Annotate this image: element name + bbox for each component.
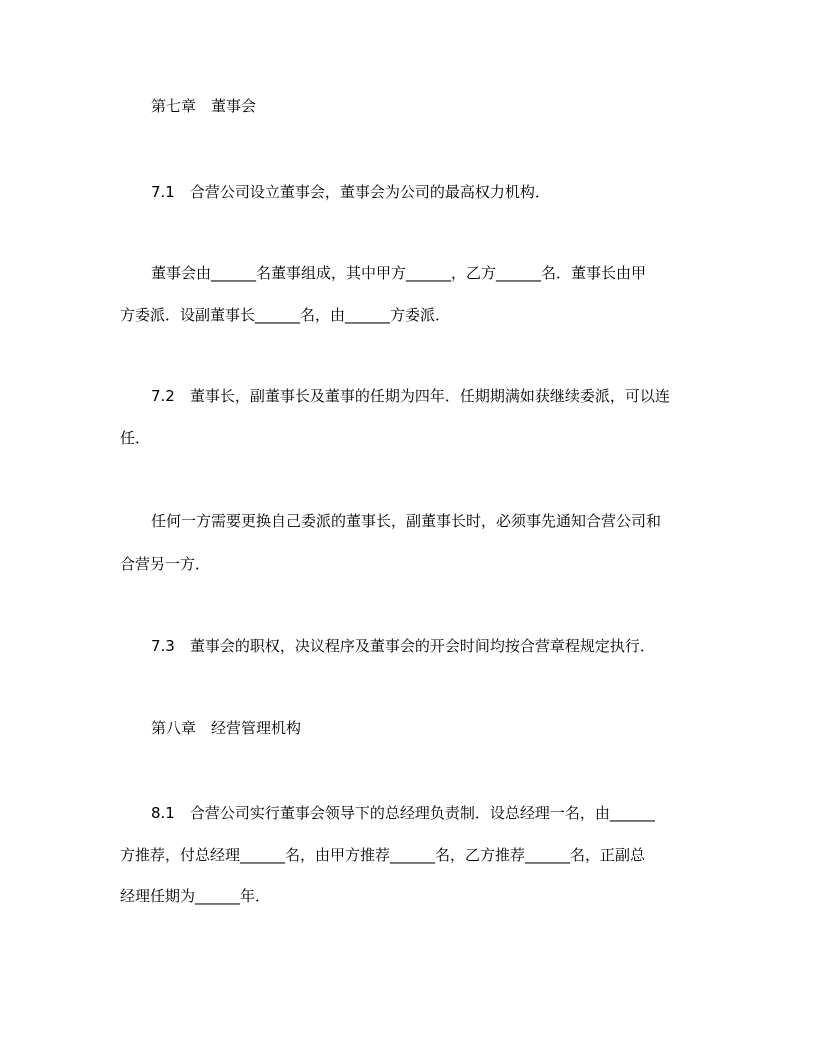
replacement-notice-line-1: 任何一方需要更换自己委派的董事长，副董事长时，必须事先通知合营公司和 xyxy=(151,512,662,530)
clause-8-1-line-3: 经理任期为______年． xyxy=(120,887,271,905)
chapter-7-heading: 第七章 董事会 xyxy=(151,97,257,115)
chapter-8-heading: 第八章 经营管理机构 xyxy=(151,719,302,737)
clause-7-3: 7.3 董事会的职权，决议程序及董事会的开会时间均按合营章程规定执行． xyxy=(151,637,655,655)
clause-8-1-line-2: 方推荐，付总经理______名，由甲方推荐______名，乙方推荐______名，正副总 xyxy=(120,846,646,864)
replacement-notice-line-2: 合营另一方． xyxy=(120,555,211,573)
board-composition-line-2: 方委派．设副董事长______名，由______方委派． xyxy=(120,306,451,324)
clause-7-1: 7.1 合营公司设立董事会，董事会为公司的最高权力机构． xyxy=(151,183,550,201)
clause-7-2-line-1: 7.2 董事长，副董事长及董事的任期为四年．任期期满如获继续委派，可以连 xyxy=(151,387,670,405)
clause-7-2-line-2: 任． xyxy=(120,429,151,447)
clause-8-1-line-1: 8.1 合营公司实行董事会领导下的总经理负责制．设总经理一名，由______ xyxy=(151,804,655,822)
board-composition-line-1: 董事会由______名董事组成，其中甲方______，乙方______名．董事长由甲 xyxy=(151,264,647,282)
